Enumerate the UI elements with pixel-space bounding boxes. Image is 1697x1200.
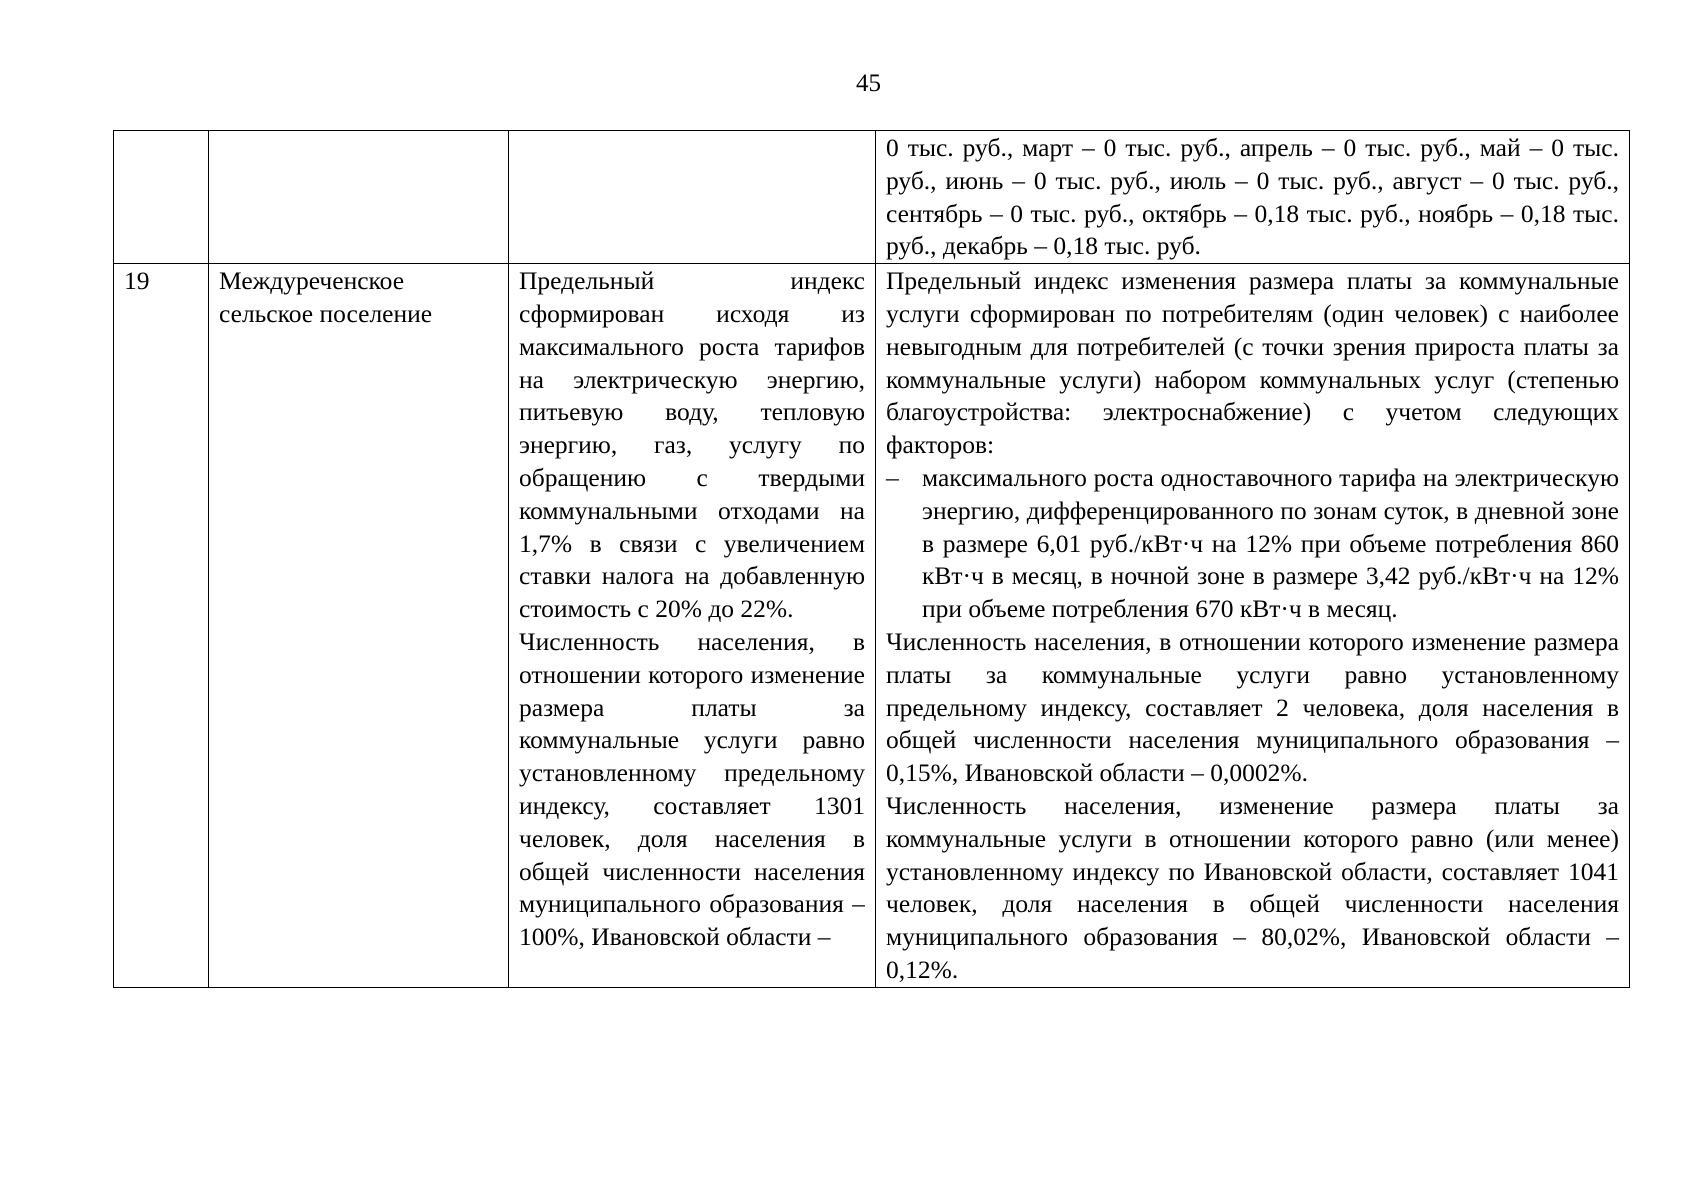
page-number: 45 [856, 70, 881, 97]
index-details-cell [876, 264, 1630, 988]
row-number-cell [114, 131, 209, 264]
municipality-name-cell: Междуреченское сельское поселение [209, 264, 509, 988]
index-details-cell [876, 131, 1630, 264]
details-paragraph: Численность населения, в отношении которого изменение размера платы за коммунальные услуги равно установленному предельному индексу, составляет 2 человека, доля населения в общей численности населения муниципального образования – 0,15%, Ивановской области – 0,0002%. [886, 626, 1619, 788]
table-row-continuation [114, 131, 1630, 264]
basis-paragraph: Численность населения, в отношении которого изменение размера платы за коммунальные услуги равно установленному предельному индексу, составляет 1301 человек, доля населения в общей численности населения муниципального образования – 100%, Ивановской области – [519, 626, 865, 952]
details-bullet-item [886, 462, 1619, 626]
basis-paragraph: Предельный индекс сформирован исходя из максимального роста тарифов на электрическую энергию, питьевую воду, тепловую энергию, газ, услугу по обращению с твердыми коммунальными отходами на 1,7% в связи с увеличением ставки налога на добавленную стоимость с 20% до 22%. [519, 266, 865, 624]
municipality-name-cell [209, 131, 509, 264]
table-row-19 [114, 264, 1630, 988]
tariff-index-table [113, 130, 1630, 988]
details-paragraph: Численность населения, изменение размера платы за коммунальные услуги в отношении которого равно (или менее) установленному индексу по Ивановской области, составляет 1041 человек, доля населения в общей численности населения муниципального образования – 80,02%, Ивановской области – 0,12%. [886, 790, 1619, 984]
details-intro-paragraph: Предельный индекс изменения размера платы за коммунальные услуги сформирован по потребителям (один человек) с наиболее невыгодным для потребителей (с точки зрения прироста платы за коммунальные услуги) набором коммунальных услуг (степенью благоустройства: электроснабжение) с учетом следующих факторов: [886, 266, 1619, 460]
details-paragraph: 0 тыс. руб., март – 0 тыс. руб., апрель – 0 тыс. руб., май – 0 тыс. руб., июнь – 0 тыс. руб., июль – 0 тыс. руб., август – 0 тыс. руб., сентябрь – 0 тыс. руб., октябрь – 0,18 тыс. руб., ноябрь – 0,18 тыс. руб., декабрь – 0,18 тыс. руб. [886, 133, 1619, 261]
bullet-dash: – [886, 462, 899, 492]
index-basis-cell [509, 264, 876, 988]
row-number-cell: 19 [114, 264, 209, 988]
basis-text-clip [519, 265, 865, 987]
bullet-text: максимального роста одноставочного тарифа на электрическую энергию, дифференцированного по зонам суток, в дневной зоне в размере 6,01 руб./кВт·ч на 12% при объеме потребления 860 кВт·ч в месяц, в ночной зоне в размере 3,42 руб./кВт·ч на 12% при объеме потребления 670 кВт·ч в месяц. [922, 462, 1619, 624]
index-basis-cell [509, 131, 876, 264]
